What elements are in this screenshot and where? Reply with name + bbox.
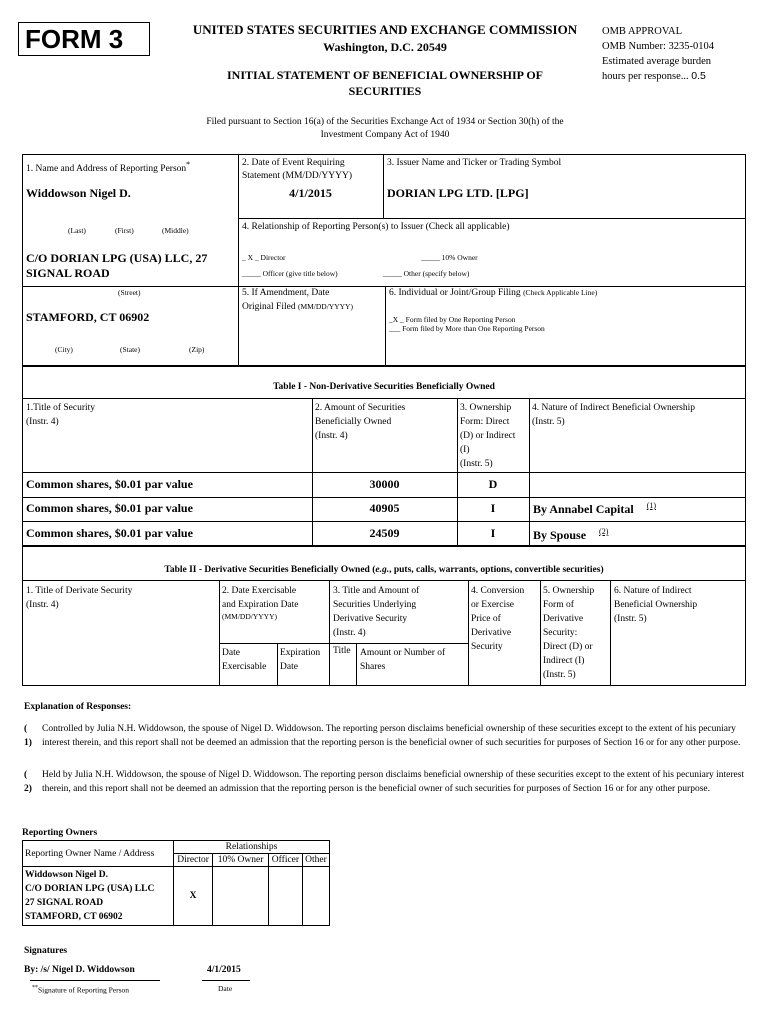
box6-label [389,288,597,298]
ro-ten-pct-cell [213,867,269,926]
ro-owner-line-1: Widdowson Nigel D. [25,870,108,880]
box4-label: 4. Relationship of Reporting Person(s) to Issuer (Check all applicable) [242,222,510,232]
note-1-num-a: ( [24,724,28,734]
t1-col4-line1: 4. Nature of Indirect Beneficial Ownership [532,403,696,413]
t2-amount-sub-1: Amount or Number of [360,648,446,658]
t1-row1-form: D [488,477,498,491]
signature-stars: ** [32,985,38,991]
t1-row3-nature [533,527,608,543]
signature-label [32,985,129,995]
relationship-ten-pct: _____ 10% Owner [421,253,478,262]
t2-col4-line1: 4. Conversion [471,586,525,596]
t2-col4-line3: Price of [471,614,501,624]
t2-col2-line2: and Expiration Date [222,600,299,610]
omb-approval [602,24,714,84]
omb-hours: 0.5 [691,70,706,82]
note-1-text: Controlled by Julia N.H. Widdowson, the spouse of Nigel D. Widdowson. The reporting person disclaims beneficial ownership of these securities except to the extent of his pecuniary interest therein, and this report shall not be deemed an admission that the reporting person is the beneficial owner of such securities for purposes of Section 16 or for any other purpose. [42,724,741,748]
t1-row2-nature [533,501,656,517]
note-2-text: Held by Julia N.H. Widdowson, the spouse of Nigel D. Widdowson. The reporting person disclaims beneficial ownership of these securities except to the extent of his pecuniary interest therein, and this report shall not be deemed an admission that the reporting person is the beneficial owner of such securities for purposes of Section 16 or for any other purpose. [42,770,745,794]
t2-col5-line6: Indirect (I) [543,656,585,666]
t2-date-exercisable-1: Date [222,648,240,658]
ro-ten-pct-header: 10% Owner [213,854,269,867]
signatures-heading: Signatures [24,946,68,956]
t2-col3-line2: Securities Underlying [333,600,417,610]
t2-col6-header [614,584,697,626]
box5-label-2-text: Original Filed [242,302,296,312]
t2-col6-line3: (Instr. 5) [614,614,647,624]
form-title-box [18,22,150,56]
table1-frame [22,366,746,546]
ro-relationships-header: Relationships [174,841,330,854]
relationship-other: _____ Other (specify below) [383,269,470,278]
ro-director-mark: X [174,867,213,926]
t1-row3-form: I [490,526,496,540]
box6-label-text: 6. Individual or Joint/Group Filing [389,288,521,298]
t2-col3-line3: Derivative Security [333,614,408,624]
ro-name-header: Reporting Owner Name / Address [23,841,174,867]
box1-label-text: 1. Name and Address of Reporting Person [26,164,187,175]
t1-col2-header [315,401,405,443]
t1-row1-title: Common shares, $0.01 par value [26,477,193,491]
first-label: (First) [115,226,134,235]
table2-title-post: , puts, calls, warrants, options, convertible securities) [389,565,604,575]
t2-amount-sub-2: Shares [360,662,386,672]
t1-row1-amount: 30000 [369,477,400,491]
form-title: FORM 3 [25,24,124,54]
issuer-name: DORIAN LPG LTD. [LPG] [387,186,529,200]
box1-label [26,160,190,174]
t2-col4-line4: Derivative [471,628,512,638]
filed-pursuant-1: Filed pursuant to Section 16(a) of the Securities Exchange Act of 1934 or Section 30(h) of the [206,117,564,127]
ro-director-header: Director [174,854,213,867]
t1-col1-line1: 1.Title of Security [26,403,96,413]
t2-col5-line7: (Instr. 5) [543,670,576,680]
t1-col2-line3: (Instr. 4) [315,431,348,441]
t2-date-exercisable-2: Exercisable [222,662,267,672]
t1-row3-nature-text: By Spouse [533,528,587,542]
signature-date: 4/1/2015 [207,965,241,975]
event-date: 4/1/2015 [289,186,332,200]
box2-label-1: 2. Date of Event Requiring [242,158,345,168]
t2-col4-line2: or Exercise [471,600,514,610]
t1-col2-line1: 2. Amount of Securities [315,403,406,413]
ro-owner-line-4: STAMFORD, CT 06902 [25,912,123,922]
t1-row3-title: Common shares, $0.01 par value [26,526,193,540]
note-1-num [24,722,32,750]
t1-col1-header [26,401,95,429]
t1-row3-amount: 24509 [369,526,400,540]
t2-amount-sub [360,646,445,674]
t2-col6-line2: Beneficial Ownership [614,600,698,610]
middle-label: (Middle) [162,226,189,235]
t1-row2-form: I [490,501,496,515]
t1-col4-header [532,401,695,429]
t2-expiration-1: Expiration [280,648,321,658]
t1-col2-line2: Beneficially Owned [315,417,392,427]
ro-owner-line-3: 27 SIGNAL ROAD [25,898,104,908]
agency-name: UNITED STATES SECURITIES AND EXCHANGE COMMISSION [192,22,578,37]
t2-col5-header [543,584,594,682]
signature-label-text: Signature of Reporting Person [38,985,130,995]
filed-pursuant-2: Investment Company Act of 1940 [320,130,450,140]
ro-other-cell [302,867,329,926]
t2-col1-header [26,584,132,612]
omb-number: OMB Number: 3235-0104 [602,41,714,52]
reporting-owners-table [22,840,330,926]
t2-col3-header [333,584,419,640]
street-line-2: SIGNAL ROAD [26,266,110,280]
t1-col1-line2: (Instr. 4) [26,417,59,427]
note-1-num-b: 1) [24,738,32,748]
omb-approval-title: OMB APPROVAL [602,26,683,37]
t2-col5-line2: Form of [543,600,574,610]
t2-col5-line1: 5. Ownership [543,586,595,596]
explanation-heading: Explanation of Responses: [24,702,132,712]
table2-title-eg: e.g. [375,565,390,575]
street-label: (Street) [118,288,141,297]
box3-label: 3. Issuer Name and Ticker or Trading Symbol [387,158,562,168]
omb-burden-1: Estimated average burden [602,56,712,67]
t2-col1-line1: 1. Title of Derivate Security [26,586,133,596]
box5-label-3: (MM/DD/YYYY) [297,302,353,311]
note-2-num [24,768,32,796]
t2-col5-line5: Direct (D) or [543,642,593,652]
t1-col3-line2: Form: Direct [460,417,510,427]
t2-col2-small: (MM/DD/YYYY) [222,612,277,621]
t2-col1-line2: (Instr. 4) [26,600,59,610]
relationship-director: _ X _ Director [242,253,286,262]
relationship-officer: _____ Officer (give title below) [242,269,338,278]
reporting-person-name: Widdowson Nigel D. [26,186,131,200]
t2-col2-header [222,584,299,622]
t2-date-exercisable [222,646,266,674]
box5-label-1: 5. If Amendment, Date [242,288,330,298]
table2-title [22,565,746,575]
statement-title-1: INITIAL STATEMENT OF BENEFICIAL OWNERSHIP OF [227,68,543,82]
t2-expiration [280,646,320,674]
t2-col2-line1: 2. Date Exercisable [222,586,297,596]
t2-col6-line1: 6. Nature of Indirect [614,586,692,596]
ro-owner-cell [23,867,174,926]
t2-col5-line4: Security: [543,628,578,638]
filing-more-persons: ___ Form filed by More than One Reporting Person [389,324,545,333]
t1-col3-line5: (Instr. 5) [460,459,493,469]
t2-title-sub: Title [333,646,351,656]
table1-title: Table I - Non-Derivative Securities Beneficially Owned [273,382,495,392]
t1-col3-line1: 3. Ownership [460,403,512,413]
t1-col3-line3: (D) or Indirect [460,431,516,441]
t2-col4-line5: Security [471,642,503,652]
t2-expiration-2: Date [280,662,298,672]
last-label: (Last) [68,226,86,235]
ro-other-header: Other [302,854,329,867]
box1-asterisk: * [186,160,191,169]
omb-burden-2 [602,69,714,84]
table2-title-pre: Table II - Derivative Securities Beneficially Owned ( [164,565,376,575]
box2-label-2: Statement (MM/DD/YYYY) [242,171,353,181]
state-label: (State) [120,345,140,354]
t1-row2-title: Common shares, $0.01 par value [26,501,193,515]
t1-col4-line2: (Instr. 5) [532,417,565,427]
footnote-1-link[interactable]: (1) [646,501,657,510]
ro-officer-cell [269,867,303,926]
t1-col3-line4: (I) [460,445,470,455]
statement-title-2: SECURITIES [348,84,422,98]
t2-col3-line1: 3. Title and Amount of [333,586,420,596]
box6-label-small: (Check Applicable Line) [523,288,598,297]
agency-city: Washington, D.C. 20549 [323,40,447,54]
t2-col4-header [471,584,524,654]
note-2-num-a: ( [24,770,28,780]
filing-one-person: _X _ Form filed by One Reporting Person [389,315,516,324]
city-label: (City) [55,345,73,354]
t2-col5-line3: Derivative [543,614,584,624]
box5-label-2 [242,302,353,312]
t1-row2-nature-text: By Annabel Capital [533,502,634,516]
date-label: Date [218,984,233,993]
ro-officer-header: Officer [269,854,303,867]
zip-label: (Zip) [189,345,205,354]
t2-col3-line4: (Instr. 4) [333,628,366,638]
t1-row2-amount: 40905 [369,501,400,515]
signature-by: By: /s/ Nigel D. Widdowson [24,965,135,975]
footnote-2-link[interactable]: (2) [599,527,609,536]
street-line-1: C/O DORIAN LPG (USA) LLC, 27 [26,251,208,265]
note-2-num-b: 2) [24,784,32,794]
ro-owner-line-2: C/O DORIAN LPG (USA) LLC [25,884,155,894]
city-state-zip: STAMFORD, CT 06902 [26,310,150,324]
reporting-owners-heading: Reporting Owners [22,828,98,838]
t1-col3-header [460,401,515,471]
omb-burden-text: hours per response... [602,71,689,82]
